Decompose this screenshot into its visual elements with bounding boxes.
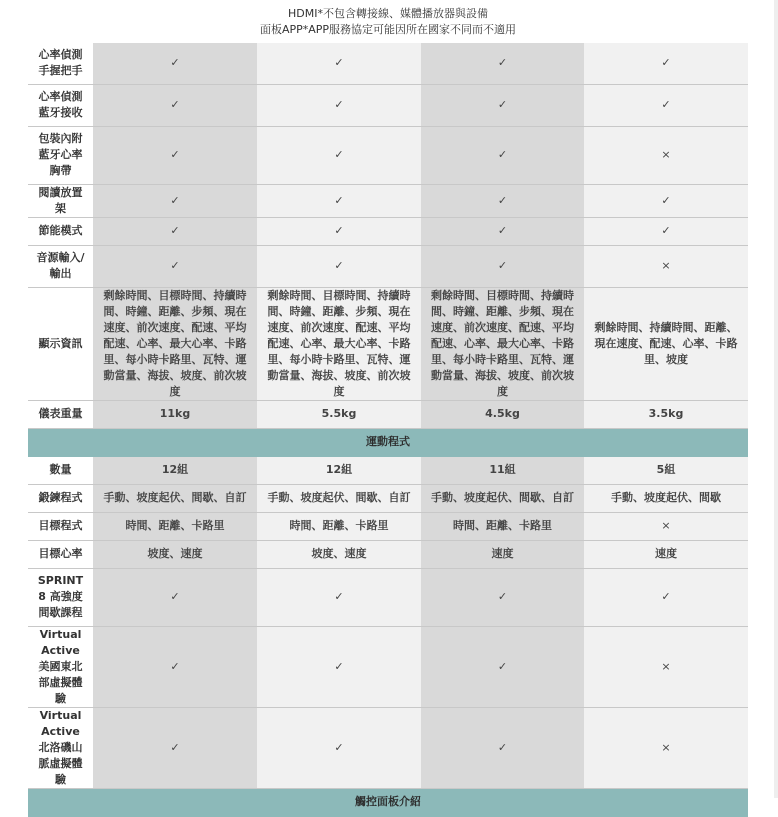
check-icon: ✓ [93, 568, 257, 626]
row-label: 閱讀放置架 [28, 184, 93, 217]
table-row [28, 626, 748, 707]
check-icon: ✓ [421, 184, 584, 217]
check-icon: ✓ [93, 84, 257, 126]
check-icon: ✓ [257, 217, 421, 245]
table-row [28, 184, 748, 217]
check-icon: ✓ [421, 84, 584, 126]
check-icon: ✓ [584, 84, 748, 126]
cross-icon: × [584, 707, 748, 788]
display-info-text: 剩餘時間、持續時間、距離、現在速度、配速、心率、卡路里、坡度 [584, 287, 748, 400]
row-label: 鍛鍊程式 [28, 484, 93, 512]
table-row [28, 707, 748, 788]
table-row [28, 84, 748, 126]
check-icon: ✓ [257, 184, 421, 217]
check-icon: ✓ [93, 245, 257, 287]
section-title: 運動程式 [28, 428, 748, 456]
workout-programs: 手動、坡度起伏、間歇 [584, 484, 748, 512]
display-info-text: 剩餘時間、目標時間、持續時間、時鐘、距離、步頻、現在速度、前次速度、配速、平均配速、心率、最大心率、卡路里、每小時卡路里、瓦特、運動當量、海拔、坡度、前次坡度 [421, 287, 584, 400]
target-hr: 速度 [584, 540, 748, 568]
check-icon: ✓ [421, 245, 584, 287]
check-icon: ✓ [93, 184, 257, 217]
table-row [28, 245, 748, 287]
table-row [28, 287, 748, 400]
console-weight: 5.5kg [257, 400, 421, 428]
check-icon: ✓ [257, 707, 421, 788]
cross-icon: × [584, 245, 748, 287]
check-icon: ✓ [93, 126, 257, 184]
note-app: 面板APP*APP服務協定可能因所在國家不同而不適用 [259, 23, 517, 36]
check-icon: ✓ [93, 707, 257, 788]
program-count: 11組 [421, 456, 584, 484]
console-weight: 3.5kg [584, 400, 748, 428]
row-label: 心率偵測藍牙接收 [28, 84, 93, 126]
check-icon: ✓ [584, 184, 748, 217]
table-row [28, 126, 748, 184]
goal-programs: 時間、距離、卡路里 [421, 512, 584, 540]
table-row [28, 43, 748, 84]
workout-programs: 手動、坡度起伏、間歇、自訂 [421, 484, 584, 512]
row-label: SPRINT 8 高強度間歇課程 [28, 568, 93, 626]
check-icon: ✓ [93, 626, 257, 707]
table-row [28, 484, 748, 512]
check-icon: ✓ [257, 43, 421, 84]
row-label: 數量 [28, 456, 93, 484]
cross-icon: × [584, 626, 748, 707]
check-icon: ✓ [421, 217, 584, 245]
note-hdmi: HDMI*不包含轉接線、媒體播放器與設備 [288, 7, 488, 20]
check-icon: ✓ [93, 217, 257, 245]
display-info-text: 剩餘時間、目標時間、持續時間、時鐘、距離、步頻、現在速度、前次速度、配速、平均配速、心率、最大心率、卡路里、每小時卡路里、瓦特、運動當量、海拔、坡度、前次坡度 [93, 287, 257, 400]
check-icon: ✓ [421, 126, 584, 184]
row-label: 節能模式 [28, 217, 93, 245]
check-icon: ✓ [257, 84, 421, 126]
cross-icon: × [584, 512, 748, 540]
notes [28, 0, 748, 38]
check-icon: ✓ [584, 568, 748, 626]
section-title: 觸控面板介紹 [28, 788, 748, 816]
cross-icon: × [584, 126, 748, 184]
check-icon: ✓ [421, 707, 584, 788]
check-icon: ✓ [421, 43, 584, 84]
table-row [28, 540, 748, 568]
table-row [28, 217, 748, 245]
program-count: 12組 [257, 456, 421, 484]
check-icon: ✓ [421, 568, 584, 626]
table-row [28, 512, 748, 540]
goal-programs: 時間、距離、卡路里 [257, 512, 421, 540]
check-icon: ✓ [584, 217, 748, 245]
check-icon: ✓ [584, 43, 748, 84]
workout-programs: 手動、坡度起伏、間歇、自訂 [257, 484, 421, 512]
row-label: Virtual Active 美國東北部虛擬體驗 [28, 626, 93, 707]
table-row [28, 568, 748, 626]
target-hr: 速度 [421, 540, 584, 568]
program-count: 12組 [93, 456, 257, 484]
row-label: 目標程式 [28, 512, 93, 540]
row-label: 儀表重量 [28, 400, 93, 428]
row-label: Virtual Active 北洛磯山脈虛擬體驗 [28, 707, 93, 788]
row-label: 心率偵測手握把手 [28, 43, 93, 84]
check-icon: ✓ [421, 626, 584, 707]
scrollbar-track[interactable] [774, 0, 778, 798]
row-label: 顯示資訊 [28, 287, 93, 400]
row-label: 包裝內附藍牙心率胸帶 [28, 126, 93, 184]
section-header-programs [28, 428, 748, 456]
check-icon: ✓ [257, 626, 421, 707]
check-icon: ✓ [257, 126, 421, 184]
target-hr: 坡度、速度 [93, 540, 257, 568]
row-label: 音源輸入/輸出 [28, 245, 93, 287]
goal-programs: 時間、距離、卡路里 [93, 512, 257, 540]
table-row [28, 400, 748, 428]
check-icon: ✓ [93, 43, 257, 84]
spec-comparison-table [28, 43, 748, 817]
console-weight: 11kg [93, 400, 257, 428]
program-count: 5組 [584, 456, 748, 484]
workout-programs: 手動、坡度起伏、間歇、自訂 [93, 484, 257, 512]
display-info-text: 剩餘時間、目標時間、持續時間、時鐘、距離、步頻、現在速度、前次速度、配速、平均配速、心率、最大心率、卡路里、每小時卡路里、瓦特、運動當量、海拔、坡度、前次坡度 [257, 287, 421, 400]
check-icon: ✓ [257, 245, 421, 287]
row-label: 目標心率 [28, 540, 93, 568]
section-header-touch-panel [28, 788, 748, 816]
check-icon: ✓ [257, 568, 421, 626]
target-hr: 坡度、速度 [257, 540, 421, 568]
console-weight: 4.5kg [421, 400, 584, 428]
table-row [28, 456, 748, 484]
